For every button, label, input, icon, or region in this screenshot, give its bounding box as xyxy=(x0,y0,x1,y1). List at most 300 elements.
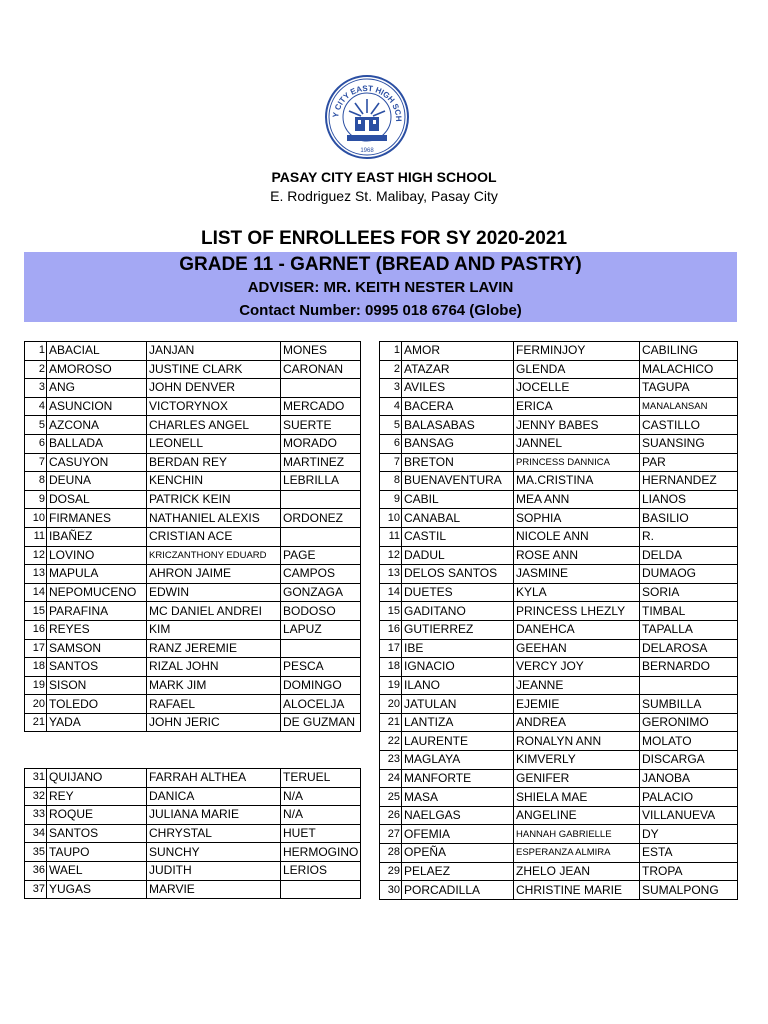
first-name: BERDAN REY xyxy=(147,453,281,472)
first-name: MEA ANN xyxy=(514,490,640,509)
row-number: 31 xyxy=(25,769,47,788)
row-number: 34 xyxy=(25,824,47,843)
table-row xyxy=(25,546,361,565)
middle-name: SORIA xyxy=(640,583,738,602)
table-row xyxy=(380,695,738,714)
middle-name: MALACHICO xyxy=(640,360,738,379)
table-row xyxy=(380,472,738,491)
last-name: YUGAS xyxy=(47,880,147,899)
table-row xyxy=(380,379,738,398)
last-name: SISON xyxy=(47,676,147,695)
last-name: DADUL xyxy=(402,546,514,565)
first-name: JOHN JERIC xyxy=(147,713,281,732)
table-row xyxy=(380,713,738,732)
table-row xyxy=(380,509,738,528)
middle-name: HUET xyxy=(281,824,361,843)
first-name: EDWIN xyxy=(147,583,281,602)
table-row xyxy=(380,639,738,658)
first-name: AHRON JAIME xyxy=(147,565,281,584)
last-name: MAGLAYA xyxy=(402,751,514,770)
last-name: PORCADILLA xyxy=(402,881,514,900)
last-name: BALLADA xyxy=(47,434,147,453)
middle-name: GONZAGA xyxy=(281,583,361,602)
first-name: DANEHCA xyxy=(514,620,640,639)
first-name: RIZAL JOHN xyxy=(147,658,281,677)
middle-name: PAR xyxy=(640,453,738,472)
row-number: 26 xyxy=(380,806,402,825)
middle-name: TAPALLA xyxy=(640,620,738,639)
last-name: MASA xyxy=(402,788,514,807)
last-name: OFEMIA xyxy=(402,825,514,844)
adviser: ADVISER: MR. KEITH NESTER LAVIN xyxy=(247,279,514,296)
middle-name: CASTILLO xyxy=(640,416,738,435)
first-name: DANICA xyxy=(147,787,281,806)
row-number: 32 xyxy=(25,787,47,806)
table-row xyxy=(25,824,361,843)
table-row xyxy=(380,416,738,435)
first-name: JENNY BABES xyxy=(514,416,640,435)
table-row xyxy=(25,695,361,714)
table-row xyxy=(380,490,738,509)
first-name: RONALYN ANN xyxy=(514,732,640,751)
middle-name: LIANOS xyxy=(640,490,738,509)
last-name: MANFORTE xyxy=(402,769,514,788)
first-name: GEEHAN xyxy=(514,639,640,658)
last-name: ASUNCION xyxy=(47,397,147,416)
first-name: SHIELA MAE xyxy=(514,788,640,807)
first-name: RAFAEL xyxy=(147,695,281,714)
table-row xyxy=(25,360,361,379)
row-number: 30 xyxy=(380,881,402,900)
table-row xyxy=(380,788,738,807)
row-number: 25 xyxy=(380,788,402,807)
first-name: SOPHIA xyxy=(514,509,640,528)
table-row xyxy=(380,844,738,863)
row-number: 12 xyxy=(25,546,47,565)
middle-name: SUMBILLA xyxy=(640,695,738,714)
first-name: CHRISTINE MARIE xyxy=(514,881,640,900)
last-name: AZCONA xyxy=(47,416,147,435)
school-address: E. Rodriguez St. Malibay, Pasay City xyxy=(270,188,498,204)
row-number: 6 xyxy=(380,434,402,453)
first-name: KRICZANTHONY EDUARD xyxy=(147,546,281,565)
first-name: KIMVERLY xyxy=(514,751,640,770)
middle-name: PESCA xyxy=(281,658,361,677)
first-name: KENCHIN xyxy=(147,472,281,491)
last-name: WAEL xyxy=(47,861,147,880)
table-row xyxy=(25,602,361,621)
last-name: PELAEZ xyxy=(402,862,514,881)
row-number: 16 xyxy=(25,620,47,639)
middle-name: DOMINGO xyxy=(281,676,361,695)
middle-name: MONES xyxy=(281,342,361,361)
table-row xyxy=(380,565,738,584)
row-number: 3 xyxy=(25,379,47,398)
first-name: VERCY JOY xyxy=(514,658,640,677)
table-row xyxy=(25,416,361,435)
last-name: CANABAL xyxy=(402,509,514,528)
middle-name: MARTINEZ xyxy=(281,453,361,472)
last-name: REY xyxy=(47,787,147,806)
middle-name: CABILING xyxy=(640,342,738,361)
middle-name: CARONAN xyxy=(281,360,361,379)
last-name: ABACIAL xyxy=(47,342,147,361)
middle-name: MOLATO xyxy=(640,732,738,751)
middle-name: PALACIO xyxy=(640,788,738,807)
first-name: JOCELLE xyxy=(514,379,640,398)
first-name: JULIANA MARIE xyxy=(147,806,281,825)
first-name: CHARLES ANGEL xyxy=(147,416,281,435)
row-number: 2 xyxy=(25,360,47,379)
middle-name: ESTA xyxy=(640,844,738,863)
last-name: NEPOMUCENO xyxy=(47,583,147,602)
first-name: PATRICK KEIN xyxy=(147,490,281,509)
last-name: IBAÑEZ xyxy=(47,527,147,546)
last-name: BALASABAS xyxy=(402,416,514,435)
middle-name: DE GUZMAN xyxy=(281,713,361,732)
first-name: NATHANIEL ALEXIS xyxy=(147,509,281,528)
middle-name: BODOSO xyxy=(281,602,361,621)
row-number: 11 xyxy=(25,527,47,546)
row-number: 23 xyxy=(380,751,402,770)
last-name: TAUPO xyxy=(47,843,147,862)
last-name: SANTOS xyxy=(47,824,147,843)
middle-name xyxy=(640,676,738,695)
middle-name: DELAROSA xyxy=(640,639,738,658)
first-name: PRINCESS DANNICA xyxy=(514,453,640,472)
last-name: DELOS SANTOS xyxy=(402,565,514,584)
first-name: FARRAH ALTHEA xyxy=(147,769,281,788)
last-name: FIRMANES xyxy=(47,509,147,528)
last-name: AMOR xyxy=(402,342,514,361)
row-number: 6 xyxy=(25,434,47,453)
middle-name: TERUEL xyxy=(281,769,361,788)
last-name: NAELGAS xyxy=(402,806,514,825)
first-name: PRINCESS LHEZLY xyxy=(514,602,640,621)
table-row xyxy=(380,751,738,770)
row-number: 15 xyxy=(25,602,47,621)
middle-name: R. xyxy=(640,527,738,546)
row-number: 20 xyxy=(380,695,402,714)
last-name: ROQUE xyxy=(47,806,147,825)
row-number: 28 xyxy=(380,844,402,863)
table-row xyxy=(380,620,738,639)
table-row xyxy=(25,527,361,546)
last-name: ILANO xyxy=(402,676,514,695)
row-number: 4 xyxy=(380,397,402,416)
row-number: 9 xyxy=(25,490,47,509)
middle-name: PAGE xyxy=(281,546,361,565)
row-number: 10 xyxy=(380,509,402,528)
last-name: MAPULA xyxy=(47,565,147,584)
table-row xyxy=(380,676,738,695)
row-number: 18 xyxy=(380,658,402,677)
row-number: 13 xyxy=(25,565,47,584)
middle-name: TROPA xyxy=(640,862,738,881)
contact-number: Contact Number: 0995 018 6764 (Globe) xyxy=(239,302,522,319)
last-name: CABIL xyxy=(402,490,514,509)
middle-name: DUMAOG xyxy=(640,565,738,584)
last-name: BANSAG xyxy=(402,434,514,453)
first-name: CRISTIAN ACE xyxy=(147,527,281,546)
row-number: 19 xyxy=(25,676,47,695)
middle-name: DY xyxy=(640,825,738,844)
row-number: 7 xyxy=(380,453,402,472)
first-name: NICOLE ANN xyxy=(514,527,640,546)
row-number: 17 xyxy=(380,639,402,658)
middle-name: SUANSING xyxy=(640,434,738,453)
table-row xyxy=(25,565,361,584)
table-row xyxy=(380,397,738,416)
row-number: 5 xyxy=(380,416,402,435)
row-number: 21 xyxy=(25,713,47,732)
middle-name: LAPUZ xyxy=(281,620,361,639)
table-row xyxy=(25,639,361,658)
row-number: 7 xyxy=(25,453,47,472)
middle-name: HERMOGINO xyxy=(281,843,361,862)
last-name: DOSAL xyxy=(47,490,147,509)
last-name: YADA xyxy=(47,713,147,732)
middle-name xyxy=(281,880,361,899)
table-row xyxy=(380,825,738,844)
first-name: FERMINJOY xyxy=(514,342,640,361)
first-name: JANJAN xyxy=(147,342,281,361)
table-row xyxy=(380,583,738,602)
last-name: OPEÑA xyxy=(402,844,514,863)
table-row xyxy=(25,713,361,732)
first-name: GENIFER xyxy=(514,769,640,788)
row-number: 12 xyxy=(380,546,402,565)
middle-name xyxy=(281,490,361,509)
female-roster-continued-table xyxy=(24,768,361,899)
first-name: JEANNE xyxy=(514,676,640,695)
row-number: 19 xyxy=(380,676,402,695)
middle-name: ORDONEZ xyxy=(281,509,361,528)
table-row xyxy=(25,676,361,695)
row-number: 1 xyxy=(380,342,402,361)
row-number: 11 xyxy=(380,527,402,546)
last-name: AMOROSO xyxy=(47,360,147,379)
middle-name: TAGUPA xyxy=(640,379,738,398)
row-number: 29 xyxy=(380,862,402,881)
middle-name: CAMPOS xyxy=(281,565,361,584)
last-name: CASUYON xyxy=(47,453,147,472)
row-number: 8 xyxy=(380,472,402,491)
last-name: LANTIZA xyxy=(402,713,514,732)
first-name: MARK JIM xyxy=(147,676,281,695)
first-name: CHRYSTAL xyxy=(147,824,281,843)
section-banner xyxy=(24,252,737,322)
table-row xyxy=(25,806,361,825)
first-name: ERICA xyxy=(514,397,640,416)
table-row xyxy=(380,527,738,546)
row-number: 5 xyxy=(25,416,47,435)
first-name: RANZ JEREMIE xyxy=(147,639,281,658)
row-number: 18 xyxy=(25,658,47,677)
row-number: 35 xyxy=(25,843,47,862)
row-number: 15 xyxy=(380,602,402,621)
last-name: SANTOS xyxy=(47,658,147,677)
table-row xyxy=(380,342,738,361)
row-number: 14 xyxy=(380,583,402,602)
list-title: LIST OF ENROLLEES FOR SY 2020-2021 xyxy=(200,228,568,249)
middle-name: LEBRILLA xyxy=(281,472,361,491)
first-name: JUSTINE CLARK xyxy=(147,360,281,379)
middle-name: DELDA xyxy=(640,546,738,565)
table-row xyxy=(25,769,361,788)
last-name: CASTIL xyxy=(402,527,514,546)
last-name: DEUNA xyxy=(47,472,147,491)
row-number: 14 xyxy=(25,583,47,602)
table-row xyxy=(25,658,361,677)
row-number: 36 xyxy=(25,861,47,880)
last-name: LAURENTE xyxy=(402,732,514,751)
middle-name: SUERTE xyxy=(281,416,361,435)
seal-year: 1968 xyxy=(360,148,374,154)
row-number: 1 xyxy=(25,342,47,361)
middle-name: ALOCELJA xyxy=(281,695,361,714)
row-number: 2 xyxy=(380,360,402,379)
table-row xyxy=(380,602,738,621)
first-name: JANNEL xyxy=(514,434,640,453)
table-row xyxy=(380,806,738,825)
table-row xyxy=(380,769,738,788)
table-row xyxy=(25,342,361,361)
row-number: 21 xyxy=(380,713,402,732)
last-name: ATAZAR xyxy=(402,360,514,379)
school-seal xyxy=(325,73,409,167)
row-number: 9 xyxy=(380,490,402,509)
table-row xyxy=(25,620,361,639)
first-name: JOHN DENVER xyxy=(147,379,281,398)
last-name: JATULAN xyxy=(402,695,514,714)
row-number: 37 xyxy=(25,880,47,899)
table-row xyxy=(25,472,361,491)
middle-name: MANALANSAN xyxy=(640,397,738,416)
table-row xyxy=(25,490,361,509)
middle-name: HERNANDEZ xyxy=(640,472,738,491)
middle-name: JANOBA xyxy=(640,769,738,788)
table-row xyxy=(25,397,361,416)
grade-section: GRADE 11 - GARNET (BREAD AND PASTRY) xyxy=(179,254,582,275)
middle-name: LERIOS xyxy=(281,861,361,880)
middle-name: VILLANUEVA xyxy=(640,806,738,825)
last-name: IBE xyxy=(402,639,514,658)
first-name: VICTORYNOX xyxy=(147,397,281,416)
middle-name: DISCARGA xyxy=(640,751,738,770)
school-seal-icon xyxy=(325,73,409,167)
row-number: 8 xyxy=(25,472,47,491)
table-row xyxy=(25,861,361,880)
seal-text: Y CITY EAST HIGH SCH xyxy=(331,83,404,122)
table-row xyxy=(25,843,361,862)
row-number: 16 xyxy=(380,620,402,639)
last-name: DUETES xyxy=(402,583,514,602)
first-name: MC DANIEL ANDREI xyxy=(147,602,281,621)
first-name: SUNCHY xyxy=(147,843,281,862)
first-name: LEONELL xyxy=(147,434,281,453)
table-row xyxy=(380,732,738,751)
last-name: REYES xyxy=(47,620,147,639)
table-row xyxy=(25,509,361,528)
table-row xyxy=(25,880,361,899)
row-number: 13 xyxy=(380,565,402,584)
female-roster-table xyxy=(379,341,738,900)
table-row xyxy=(25,453,361,472)
middle-name: GERONIMO xyxy=(640,713,738,732)
row-number: 17 xyxy=(25,639,47,658)
row-number: 10 xyxy=(25,509,47,528)
first-name: ANGELINE xyxy=(514,806,640,825)
first-name: ZHELO JEAN xyxy=(514,862,640,881)
row-number: 33 xyxy=(25,806,47,825)
male-roster-table xyxy=(24,341,361,732)
middle-name: N/A xyxy=(281,787,361,806)
last-name: QUIJANO xyxy=(47,769,147,788)
last-name: GUTIERREZ xyxy=(402,620,514,639)
first-name: ROSE ANN xyxy=(514,546,640,565)
middle-name: MERCADO xyxy=(281,397,361,416)
first-name: GLENDA xyxy=(514,360,640,379)
first-name: JUDITH xyxy=(147,861,281,880)
first-name: HANNAH GABRIELLE xyxy=(514,825,640,844)
middle-name: SUMALPONG xyxy=(640,881,738,900)
middle-name xyxy=(281,379,361,398)
row-number: 22 xyxy=(380,732,402,751)
last-name: PARAFINA xyxy=(47,602,147,621)
last-name: IGNACIO xyxy=(402,658,514,677)
middle-name xyxy=(281,527,361,546)
last-name: BRETON xyxy=(402,453,514,472)
row-number: 4 xyxy=(25,397,47,416)
table-row xyxy=(380,862,738,881)
table-row xyxy=(380,360,738,379)
table-row xyxy=(25,434,361,453)
middle-name: MORADO xyxy=(281,434,361,453)
table-row xyxy=(25,379,361,398)
middle-name xyxy=(281,639,361,658)
middle-name: BERNARDO xyxy=(640,658,738,677)
row-number: 24 xyxy=(380,769,402,788)
row-number: 27 xyxy=(380,825,402,844)
last-name: SAMSON xyxy=(47,639,147,658)
last-name: BACERA xyxy=(402,397,514,416)
table-row xyxy=(380,453,738,472)
table-row xyxy=(380,658,738,677)
first-name: MARVIE xyxy=(147,880,281,899)
first-name: MA.CRISTINA xyxy=(514,472,640,491)
table-row xyxy=(25,583,361,602)
last-name: BUENAVENTURA xyxy=(402,472,514,491)
first-name: EJEMIE xyxy=(514,695,640,714)
last-name: GADITANO xyxy=(402,602,514,621)
middle-name: TIMBAL xyxy=(640,602,738,621)
table-row xyxy=(380,546,738,565)
middle-name: BASILIO xyxy=(640,509,738,528)
last-name: LOVINO xyxy=(47,546,147,565)
table-row xyxy=(380,434,738,453)
table-row xyxy=(380,881,738,900)
table-row xyxy=(25,787,361,806)
middle-name: N/A xyxy=(281,806,361,825)
row-number: 20 xyxy=(25,695,47,714)
first-name: KYLA xyxy=(514,583,640,602)
last-name: TOLEDO xyxy=(47,695,147,714)
row-number: 3 xyxy=(380,379,402,398)
first-name: JASMINE xyxy=(514,565,640,584)
first-name: ANDREA xyxy=(514,713,640,732)
first-name: KIM xyxy=(147,620,281,639)
